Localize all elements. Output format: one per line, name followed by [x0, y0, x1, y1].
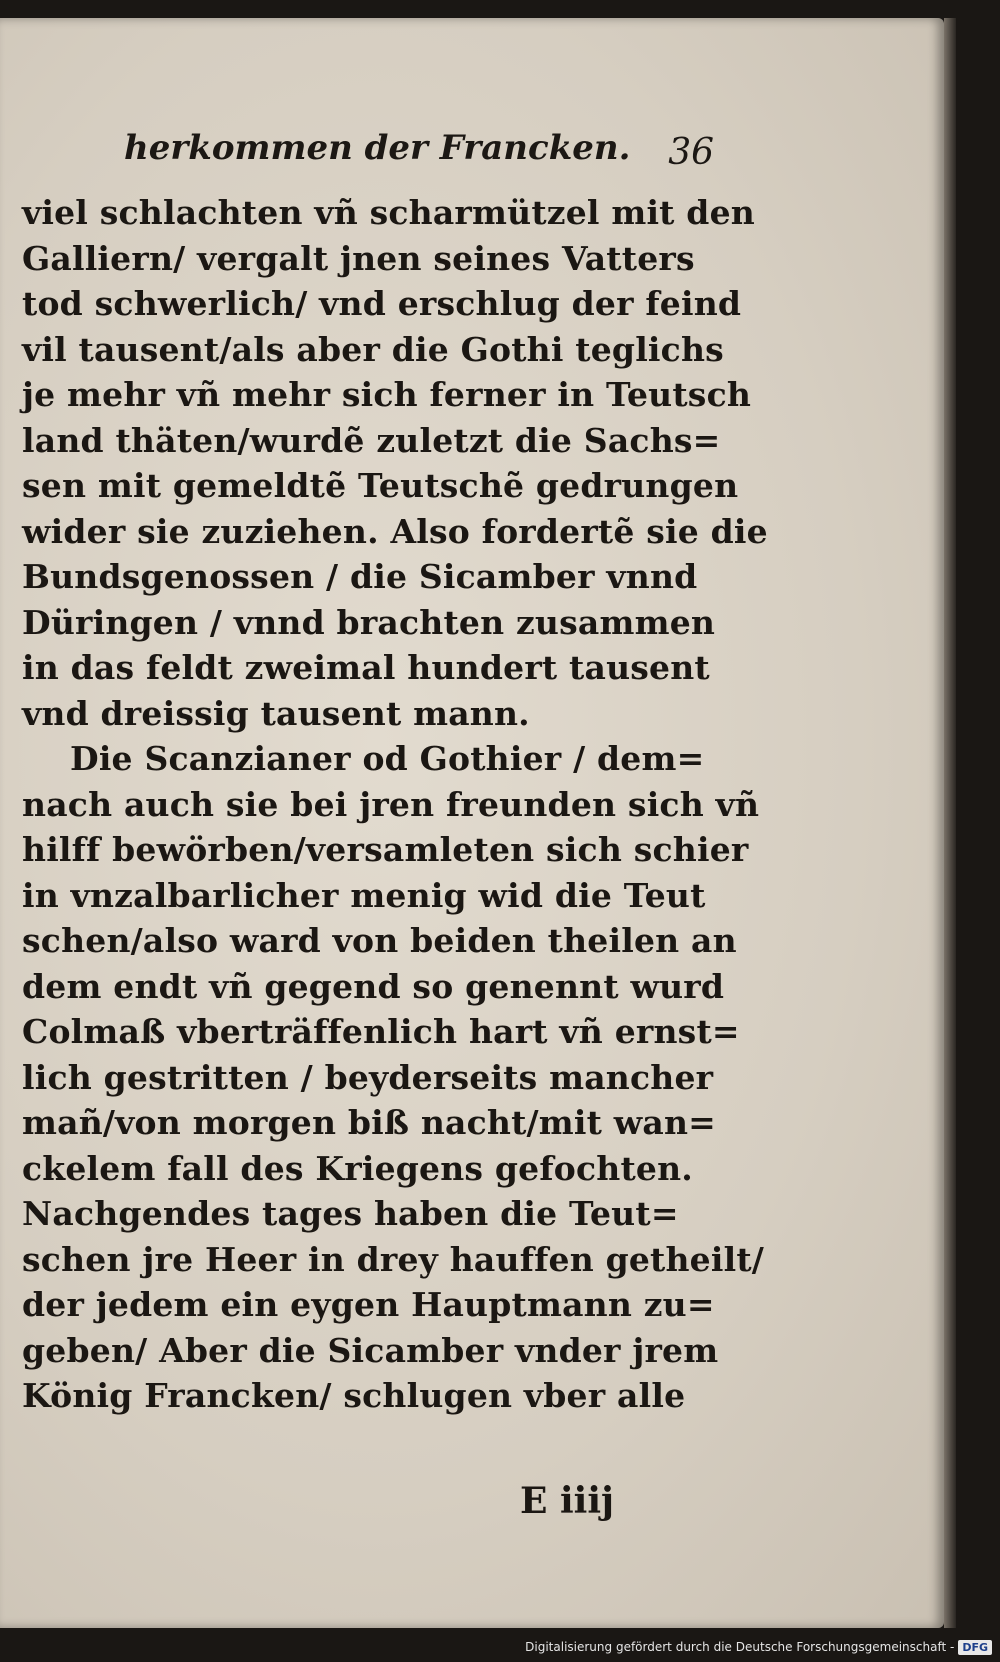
text-line: sen mit gemeldtẽ Teutschẽ gedrungen: [22, 466, 739, 505]
text-line: land thäten/wurdẽ zuletzt die Sachs=: [22, 420, 721, 460]
text-line: viel schlachten vñ scharmützel mit den: [22, 193, 755, 232]
text-line: König Francken/ schlugen vber alle: [22, 1376, 686, 1415]
text-line: geben/ Aber die Sicamber vnder jrem: [22, 1330, 719, 1370]
text-line: dem endt vñ gegend so genennt wurd: [22, 966, 725, 1006]
body-text: [22, 190, 768, 1419]
text-line: Colmaß vberträffenlich hart vñ ernst=: [22, 1012, 740, 1051]
text-line: mañ/von morgen biß nacht/mit wan=: [22, 1103, 717, 1142]
text-line: in vnzalbarlicher menig wid die Teut: [22, 875, 706, 915]
text-line: ckelem fall des Kriegens gefochten.: [22, 1148, 693, 1188]
text-line: in das feldt zweimal hundert tausent: [22, 648, 710, 687]
signature-mark: E iiij: [520, 1480, 615, 1522]
paragraph-start-line: Die Scanzianer od Gothier / dem=: [70, 739, 705, 778]
text-line: Düringen / vnnd brachten zusammen: [22, 602, 716, 642]
text-line: vil tausent/als aber die Gothi teglichs: [22, 329, 724, 369]
running-title: herkommen der Francken.: [124, 128, 631, 168]
text-line: Bundsgenossen / die Sicamber vnnd: [22, 557, 698, 596]
page-header: [124, 128, 714, 188]
text-line: hilff bewörben/versamleten sich schier: [22, 830, 749, 869]
text-line: je mehr vñ mehr sich ferner in Teutsch: [22, 375, 752, 414]
digitization-footer: [525, 1636, 992, 1658]
text-line: schen jre Heer in drey hauffen getheilt/: [22, 1239, 765, 1279]
page-edge: [944, 18, 956, 1628]
text-line: nach auch sie bei jren freunden sich vñ: [22, 784, 760, 824]
text-line: schen/also ward von beiden theilen an: [22, 921, 737, 960]
page-number: 36: [668, 132, 714, 173]
text-line: lich gestritten / beyderseits mancher: [22, 1057, 714, 1097]
text-line: wider sie zuziehen. Also fordertẽ sie die: [22, 511, 768, 551]
footer-text: Digitalisierung gefördert durch die Deutsche Forschungsgemeinschaft -: [525, 1640, 955, 1654]
text-line: Nachgendes tages haben die Teut=: [22, 1194, 679, 1233]
text-line: tod schwerlich/ vnd erschlug der feind: [22, 284, 742, 323]
text-line: der jedem ein eygen Hauptmann zu=: [22, 1285, 715, 1324]
dfg-logo: DFG: [958, 1640, 992, 1655]
text-line: vnd dreissig tausent mann.: [22, 693, 530, 733]
text-line: Galliern/ vergalt jnen seines Vatters: [22, 238, 695, 278]
